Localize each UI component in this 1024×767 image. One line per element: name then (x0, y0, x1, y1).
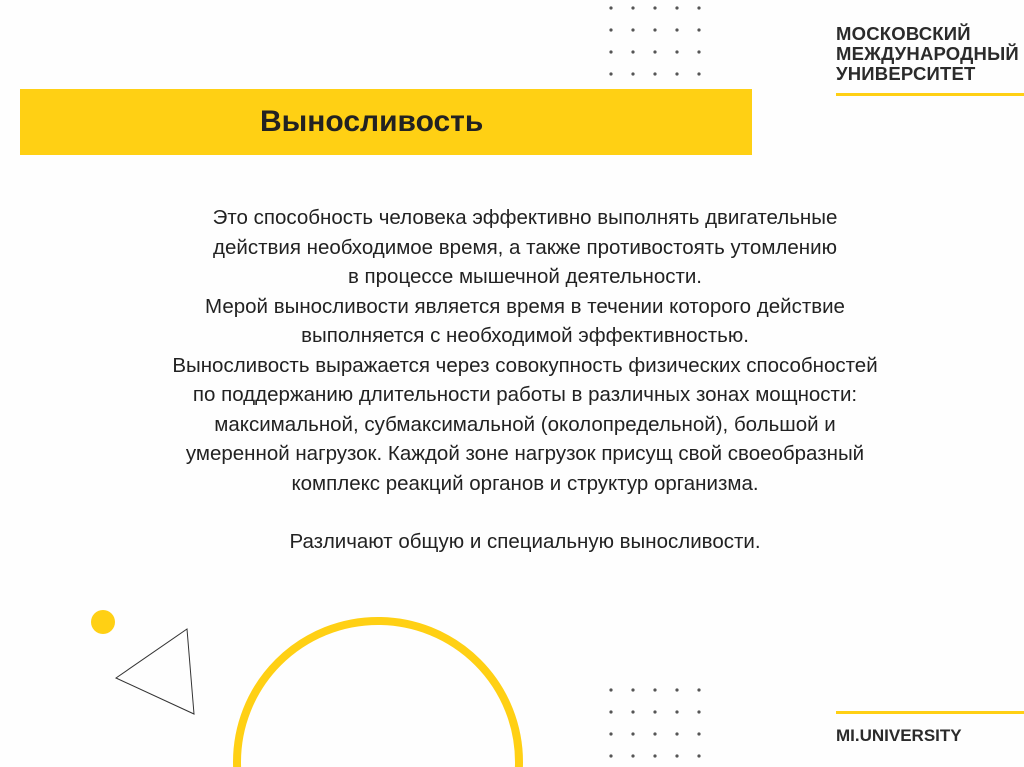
text-line: Мерой выносливости является время в течении которого действие (205, 294, 845, 318)
text-line: действия необходимое время, а также противостоять утомлению (213, 235, 837, 259)
logo-line-3: УНИВЕРСИТЕТ (836, 63, 976, 84)
yellow-dot (91, 610, 115, 634)
text-line: выполняется с необходимой эффективностью. (301, 324, 749, 347)
yellow-ring (237, 621, 519, 767)
university-logo (836, 23, 1019, 84)
dot-grid-top (609, 6, 700, 75)
dot-grid-bottom (609, 688, 700, 757)
logo-line-2: МЕЖДУНАРОДНЫЙ (836, 43, 1019, 64)
page-title: Выносливость (260, 105, 484, 138)
paragraph-gap (60, 498, 990, 527)
text-line: Это способность человека эффективно выполнять двигательные (212, 206, 838, 229)
closing-line: Различают общую и специальную выносливости. (289, 530, 761, 553)
text-line: Выносливость выражается через совокупность физических способностей (172, 353, 878, 377)
logo-underline (836, 93, 1024, 96)
title-bar (20, 89, 752, 155)
footer-brand: MI.UNIVERSITY (836, 726, 962, 745)
text-line: в процессе мышечной деятельности. (347, 265, 703, 288)
triangle-outline (116, 629, 194, 714)
text-line: умеренной нагрузок. Каждой зоне нагрузок присущ свой своеобразный (185, 442, 865, 465)
text-line: по поддержанию длительности работы в различных зонах мощности: (192, 383, 858, 406)
text-line: комплекс реакций органов и структур организма. (291, 471, 759, 495)
body-text (60, 203, 990, 557)
footer-underline (836, 711, 1024, 714)
logo-line-1: МОСКОВСКИЙ (836, 23, 971, 44)
text-line: максимальной, субмаксимальной (околопредельной), большой и (214, 412, 836, 436)
